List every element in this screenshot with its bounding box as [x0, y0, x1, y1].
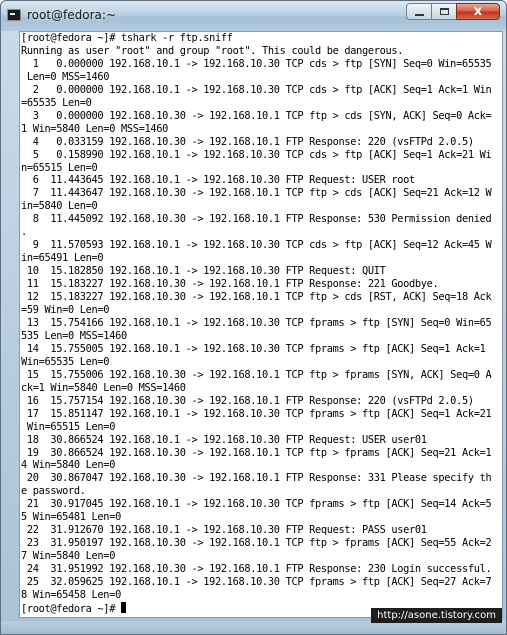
watermark-url: http://asone.tistory.com: [371, 608, 502, 623]
terminal-line: 9 11.570593 192.168.10.1 -> 192.168.10.30 TCP cds > ftp [ACK] Seq=12 Ack=45 W: [21, 239, 492, 252]
terminal-line: 1 0.000000 192.168.10.1 -> 192.168.10.30 TCP cds > ftp [SYN] Seq=0 Win=65535: [21, 57, 492, 70]
terminal-line: 7 Win=5840 Len=0: [21, 550, 116, 563]
terminal-line: ck=1 Win=5840 Len=0 MSS=1460: [21, 381, 186, 394]
maximize-icon: [440, 8, 449, 15]
terminal-line: 8 11.445092 192.168.10.30 -> 192.168.10.1 FTP Response: 530 Permission denied: [21, 213, 492, 226]
terminal-line: 22 31.912670 192.168.10.1 -> 192.168.10.30 FTP Request: PASS user01: [21, 524, 427, 537]
terminal-line: in=5840 Len=0: [21, 200, 98, 213]
terminal-line: 17 15.851147 192.168.10.1 -> 192.168.10.30 TCP fprams > ftp [ACK] Seq=1 Ack=21: [21, 407, 492, 420]
terminal-line: 18 30.866524 192.168.10.1 -> 192.168.10.30 FTP Request: USER user01: [21, 433, 427, 446]
terminal-line: e password.: [21, 485, 86, 498]
terminal-line: 11 15.183227 192.168.10.30 -> 192.168.10.1 FTP Response: 221 Goodbye.: [21, 278, 439, 291]
title-bar[interactable]: [1, 1, 506, 31]
terminal-line: 12 15.183227 192.168.10.30 -> 192.168.10.1 TCP ftp > cds [RST, ACK] Seq=18 Ack: [21, 291, 492, 304]
terminal-line: 8 Win=65458 Len=0: [21, 588, 121, 601]
terminal-line: 10 15.182850 192.168.10.1 -> 192.168.10.30 FTP Request: QUIT: [21, 265, 386, 278]
close-button[interactable]: [456, 3, 500, 20]
terminal-line: 15 15.755006 192.168.10.30 -> 192.168.10.1 TCP ftp > fprams [SYN, ACK] Seq=0 A: [21, 368, 492, 381]
terminal-line: in=65491 Len=0: [21, 252, 104, 265]
text-cursor: [121, 602, 126, 613]
terminal-line: 3 0.000000 192.168.10.30 -> 192.168.10.1 TCP ftp > cds [SYN, ACK] Seq=0 Ack=: [21, 109, 492, 122]
terminal-line: 7 11.443647 192.168.10.30 -> 192.168.10.1 TCP ftp > cds [ACK] Seq=21 Ack=12 W: [21, 187, 492, 200]
terminal-output-area[interactable]: [19, 31, 503, 618]
terminal-line: 13 15.754166 192.168.10.1 -> 192.168.10.30 TCP fprams > ftp [SYN] Seq=0 Win=65: [21, 316, 492, 329]
terminal-line: .: [21, 226, 27, 239]
terminal-line: 24 31.951992 192.168.10.30 -> 192.168.10.1 FTP Response: 230 Login successful.: [21, 563, 492, 576]
terminal-line: 6 11.443645 192.168.10.1 -> 192.168.10.30 FTP Request: USER root: [21, 174, 415, 187]
terminal-line: =65535 Len=0: [21, 96, 92, 109]
terminal-line: Len=0 MSS=1460: [21, 70, 110, 83]
terminal-line: 19 30.866524 192.168.10.30 -> 192.168.10.1 TCP ftp > fprams [ACK] Seq=21 Ack=1: [21, 446, 492, 459]
terminal-line: =59 Win=0 Len=0: [21, 304, 110, 317]
window-bottom-frame: [1, 621, 506, 635]
terminal-line: n=65515 Len=0: [21, 161, 98, 174]
terminal-line: 4 Win=5840 Len=0: [21, 459, 116, 472]
terminal-line: 20 30.867047 192.168.10.30 -> 192.168.10.1 FTP Response: 331 Please specify th: [21, 472, 492, 485]
terminal-line: Running as user "root" and group "root". This could be dangerous.: [21, 44, 404, 57]
terminal-line: 21 30.917045 192.168.10.1 -> 192.168.10.30 TCP fprams > ftp [ACK] Seq=14 Ack=5: [21, 498, 492, 511]
terminal-line: 5 0.158990 192.168.10.1 -> 192.168.10.30 TCP cds > ftp [ACK] Seq=1 Ack=21 Wi: [21, 148, 492, 161]
terminal-line: Win=65515 Len=0: [21, 420, 116, 433]
terminal-line: 5 Win=65481 Len=0: [21, 511, 121, 524]
terminal-line: [root@fedora ~]# tshark -r ftp.sniff: [21, 32, 233, 44]
terminal-line: 4 0.033159 192.168.10.30 -> 192.168.10.1 FTP Response: 220 (vsFTPd 2.0.5): [21, 135, 474, 148]
close-icon: x: [473, 4, 483, 19]
terminal-line: Win=65535 Len=0: [21, 355, 110, 368]
maximize-button[interactable]: [431, 3, 457, 20]
window-controls: [407, 3, 500, 21]
window-title: root@fedora:~: [27, 8, 117, 22]
terminal-line: 16 15.757154 192.168.10.30 -> 192.168.10.1 FTP Response: 220 (vsFTPd 2.0.5): [21, 394, 474, 407]
minimize-button[interactable]: [406, 3, 432, 20]
terminal-line: 23 31.950197 192.168.10.30 -> 192.168.10.1 TCP ftp > fprams [ACK] Seq=55 Ack=2: [21, 537, 492, 550]
terminal-line: 2 0.000000 192.168.10.1 -> 192.168.10.30 TCP cds > ftp [ACK] Seq=1 Ack=1 Win: [21, 83, 492, 96]
terminal-line: 535 Len=0 MSS=1460: [21, 329, 127, 342]
terminal-line: 25 32.059625 192.168.10.1 -> 192.168.10.30 TCP fprams > ftp [ACK] Seq=27 Ack=7: [21, 576, 492, 589]
shell-prompt: [root@fedora ~]#: [21, 602, 121, 615]
terminal-line: 14 15.755005 192.168.10.1 -> 192.168.10.30 TCP fprams > ftp [ACK] Seq=1 Ack=1: [21, 342, 486, 355]
terminal-text: [21, 32, 491, 616]
terminal-line: 1 Win=5840 Len=0 MSS=1460: [21, 122, 168, 135]
minimize-icon: [415, 14, 424, 16]
terminal-icon[interactable]: [7, 9, 21, 21]
